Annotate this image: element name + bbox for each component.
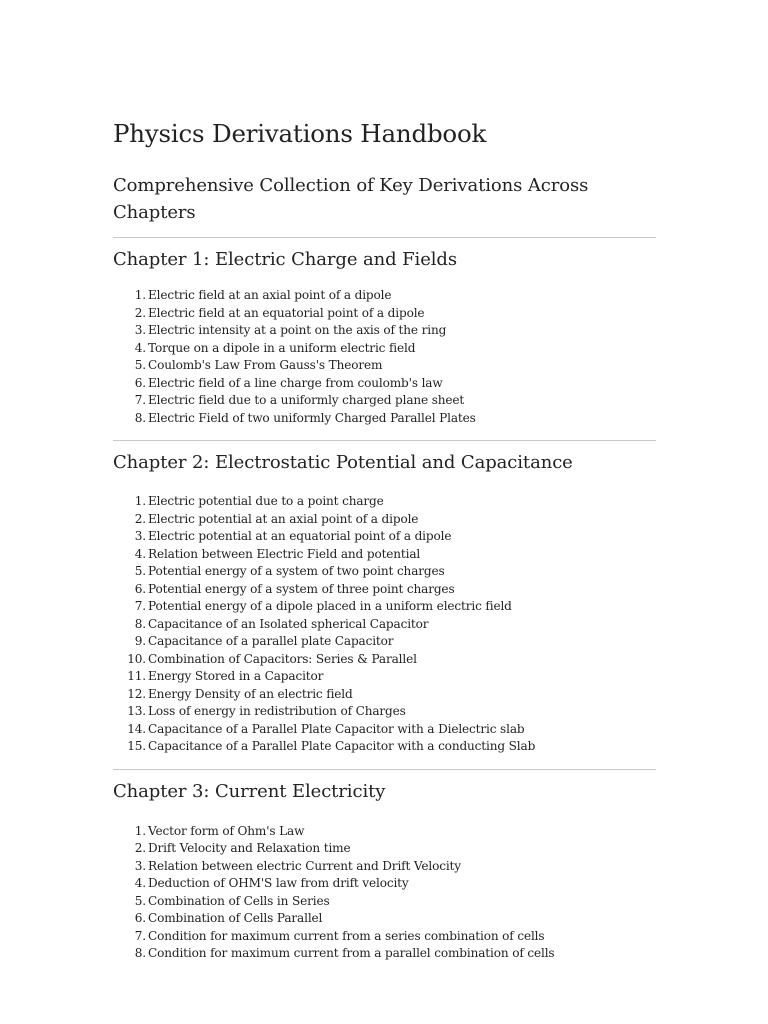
list-item [113,945,656,963]
list-item-number: 4. [134,876,146,890]
chapter-heading: Chapter 2: Electrostatic Potential and Capacitance [113,452,573,473]
list-item-text: Combination of Capacitors: Series & Parallel [148,651,417,666]
chapter-heading: Chapter 1: Electric Charge and Fields [113,249,457,270]
list-item [113,340,656,358]
list-item [113,928,656,946]
list-item-text: Capacitance of a Parallel Plate Capacitor with a Dielectric slab [148,721,525,736]
list-item-text: Potential energy of a system of two point charges [148,564,445,578]
list-item [113,910,656,928]
list-item-number: 1. [134,823,146,838]
list-item-text: Electric potential at an axial point of a dipole [148,511,419,526]
list-item [113,410,656,428]
list-item [113,686,656,704]
list-item [113,322,656,340]
list-item [113,563,656,581]
list-item-number: 2. [134,511,146,526]
list-item-number: 2. [134,305,146,320]
list-item-number: 7. [134,393,146,407]
list-item-text: Electric field due to a uniformly charged plane sheet [148,393,465,407]
list-item-number: 12. [127,686,146,701]
list-item-number: 9. [134,634,146,648]
list-item [113,375,656,393]
list-item-number: 7. [134,599,146,613]
list-item-text: Electric field at an equatorial point of a dipole [148,305,425,320]
list-item-number: 3. [134,529,146,543]
list-item-text: Coulomb's Law From Gauss's Theorem [148,358,383,372]
list-item-number: 15. [127,739,146,753]
list-item-number: 10. [127,651,146,666]
list-item-number: 8. [134,616,146,631]
list-item [113,287,656,305]
list-item-number: 5. [134,358,146,372]
document-subtitle: Comprehensive Collection of Key Derivations Across Chapters [113,175,589,223]
list-item-number: 8. [134,946,146,960]
list-item-number: 6. [134,375,146,390]
list-item [113,546,656,564]
list-item [113,703,656,721]
list-item-number: 2. [134,841,146,855]
list-item [113,840,656,858]
list-item-text: Potential energy of a system of three point charges [148,581,455,596]
chapter-heading: Chapter 3: Current Electricity [113,780,386,802]
list-item-number: 1. [134,288,146,302]
list-item [113,633,656,651]
chapter-1-section [113,247,656,427]
list-item-number: 7. [134,928,146,943]
document-title: Physics Derivations Handbook [113,119,487,148]
section-divider [113,440,656,441]
list-item [113,493,656,511]
derivation-list [113,823,656,963]
list-item-text: Energy Stored in a Capacitor [148,669,324,683]
list-item [113,858,656,876]
list-item-text: Condition for maximum current from a series combination of cells [148,928,545,943]
list-item-text: Electric field at an axial point of a dipole [148,288,392,302]
list-item [113,616,656,634]
section-divider [113,769,656,770]
list-item-text: Deduction of OHM'S law from drift velocity [148,876,409,890]
list-item-text: Vector form of Ohm's Law [148,823,305,838]
list-item-text: Combination of Cells Parallel [148,911,323,925]
list-item [113,738,656,756]
list-item [113,305,656,323]
list-item-text: Relation between electric Current and Drift Velocity [148,858,461,873]
list-item-number: 6. [134,581,146,596]
list-item-text: Condition for maximum current from a parallel combination of cells [148,946,555,960]
list-item-text: Electric potential due to a point charge [148,494,384,508]
list-item-text: Potential energy of a dipole placed in a uniform electric field [148,599,512,613]
list-item-number: 6. [134,911,146,925]
list-item-text: Drift Velocity and Relaxation time [148,841,351,855]
list-item-text: Torque on a dipole in a uniform electric field [148,340,416,355]
list-item [113,875,656,893]
list-item-text: Electric intensity at a point on the axis of the ring [148,323,447,337]
list-item-text: Relation between Electric Field and potential [148,546,421,561]
derivation-list [113,287,656,427]
list-item [113,668,656,686]
list-item [113,651,656,669]
list-item-number: 4. [134,340,146,355]
list-item [113,823,656,841]
list-item-number: 3. [134,858,146,873]
list-item-text: Loss of energy in redistribution of Charges [148,704,406,718]
list-item-text: Electric potential at an equatorial point of a dipole [148,529,452,543]
list-item-number: 13. [127,704,146,718]
list-item-number: 11. [127,669,146,683]
list-item [113,581,656,599]
list-item [113,721,656,739]
section-divider [113,237,656,238]
derivation-list [113,493,656,756]
list-item [113,528,656,546]
list-item [113,893,656,911]
list-item-number: 4. [134,546,146,561]
list-item-number: 14. [127,721,146,736]
list-item-text: Combination of Cells in Series [148,893,330,908]
list-item-number: 8. [134,410,146,425]
list-item-text: Capacitance of an Isolated spherical Capacitor [148,616,429,631]
list-item-text: Electric field of a line charge from coulomb's law [148,375,443,390]
list-item-text: Energy Density of an electric field [148,686,353,701]
chapter-3-section [113,779,656,963]
list-item-number: 3. [134,323,146,337]
list-item-text: Capacitance of a parallel plate Capacitor [148,634,394,648]
list-item-number: 5. [134,893,146,908]
list-item [113,598,656,616]
list-item [113,357,656,375]
chapter-2-section [113,450,656,756]
list-item [113,392,656,410]
list-item-text: Electric Field of two uniformly Charged Parallel Plates [148,410,476,425]
list-item-text: Capacitance of a Parallel Plate Capacitor with a conducting Slab [148,739,536,753]
list-item-number: 5. [134,564,146,578]
list-item-number: 1. [134,494,146,508]
list-item [113,511,656,529]
